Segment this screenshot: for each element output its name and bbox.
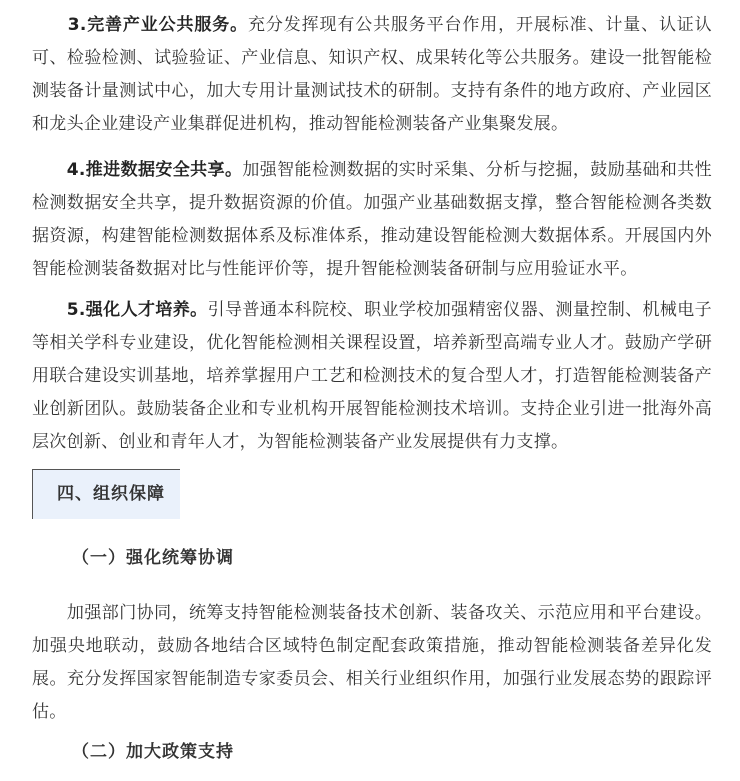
paragraph-text: 加强部门协同，统筹支持智能检测装备技术创新、装备攻关、示范应用和平台建设。加强央地联动，鼓励各地结合区域特色制定配套政策措施，推动智能检测装备差异化发展。充分发挥国家智能制造专家委员会、相关行业组织作用，加强行业发展态势的跟踪评估。 bbox=[32, 603, 712, 722]
paragraph-lead: 3.完善产业公共服务。 bbox=[67, 15, 248, 35]
paragraph-text: 引导普通本科院校、职业学校加强精密仪器、测量控制、机械电子等相关学科专业建设，优化智能检测相关课程设置，培养新型高端专业人才。鼓励产学研用联合建设实训基地，培养掌握用户工艺和检测技术的复合型人才，打造智能检测装备产业创新团队。鼓励装备企业和专业机构开展智能检测技术培训。支持企业引进一批海外高层次创新、创业和青年人才，为智能检测装备产业发展提供有力支撑。 bbox=[32, 300, 712, 452]
paragraph-text: 充分发挥现有公共服务平台作用，开展标准、计量、认证认可、检验检测、试验验证、产业信息、知识产权、成果转化等公共服务。建设一批智能检测装备计量测试中心，加大专用计量测试技术的研制。支持有条件的地方政府、产业园区和龙头企业建设产业集群促进机构，推动智能检测装备产业集聚发展。 bbox=[32, 15, 712, 134]
paragraph-text: 加强智能检测数据的实时采集、分析与挖掘，鼓励基础和共性检测数据安全共享，提升数据资源的价值。加强产业基础数据支撑，整合智能检测各类数据资源，构建智能检测数据体系及标准体系，推动建设智能检测大数据体系。开展国内外智能检测装备数据对比与性能评价等，提升智能检测装备研制与应用验证水平。 bbox=[32, 160, 712, 279]
paragraph-lead: 5.强化人才培养。 bbox=[66, 300, 208, 320]
paragraph-data-sharing bbox=[32, 154, 712, 286]
paragraph-public-services bbox=[32, 9, 712, 141]
section-title: 四、组织保障 bbox=[57, 484, 165, 504]
paragraph-lead: 4.推进数据安全共享。 bbox=[66, 160, 243, 180]
paragraph-coordination bbox=[32, 597, 712, 729]
subheading-coordination: （一）强化统筹协调 bbox=[72, 548, 234, 568]
section-heading-box bbox=[32, 469, 180, 519]
subheading-policy-support: （二）加大政策支持 bbox=[72, 742, 234, 762]
paragraph-talent-training bbox=[32, 294, 712, 459]
